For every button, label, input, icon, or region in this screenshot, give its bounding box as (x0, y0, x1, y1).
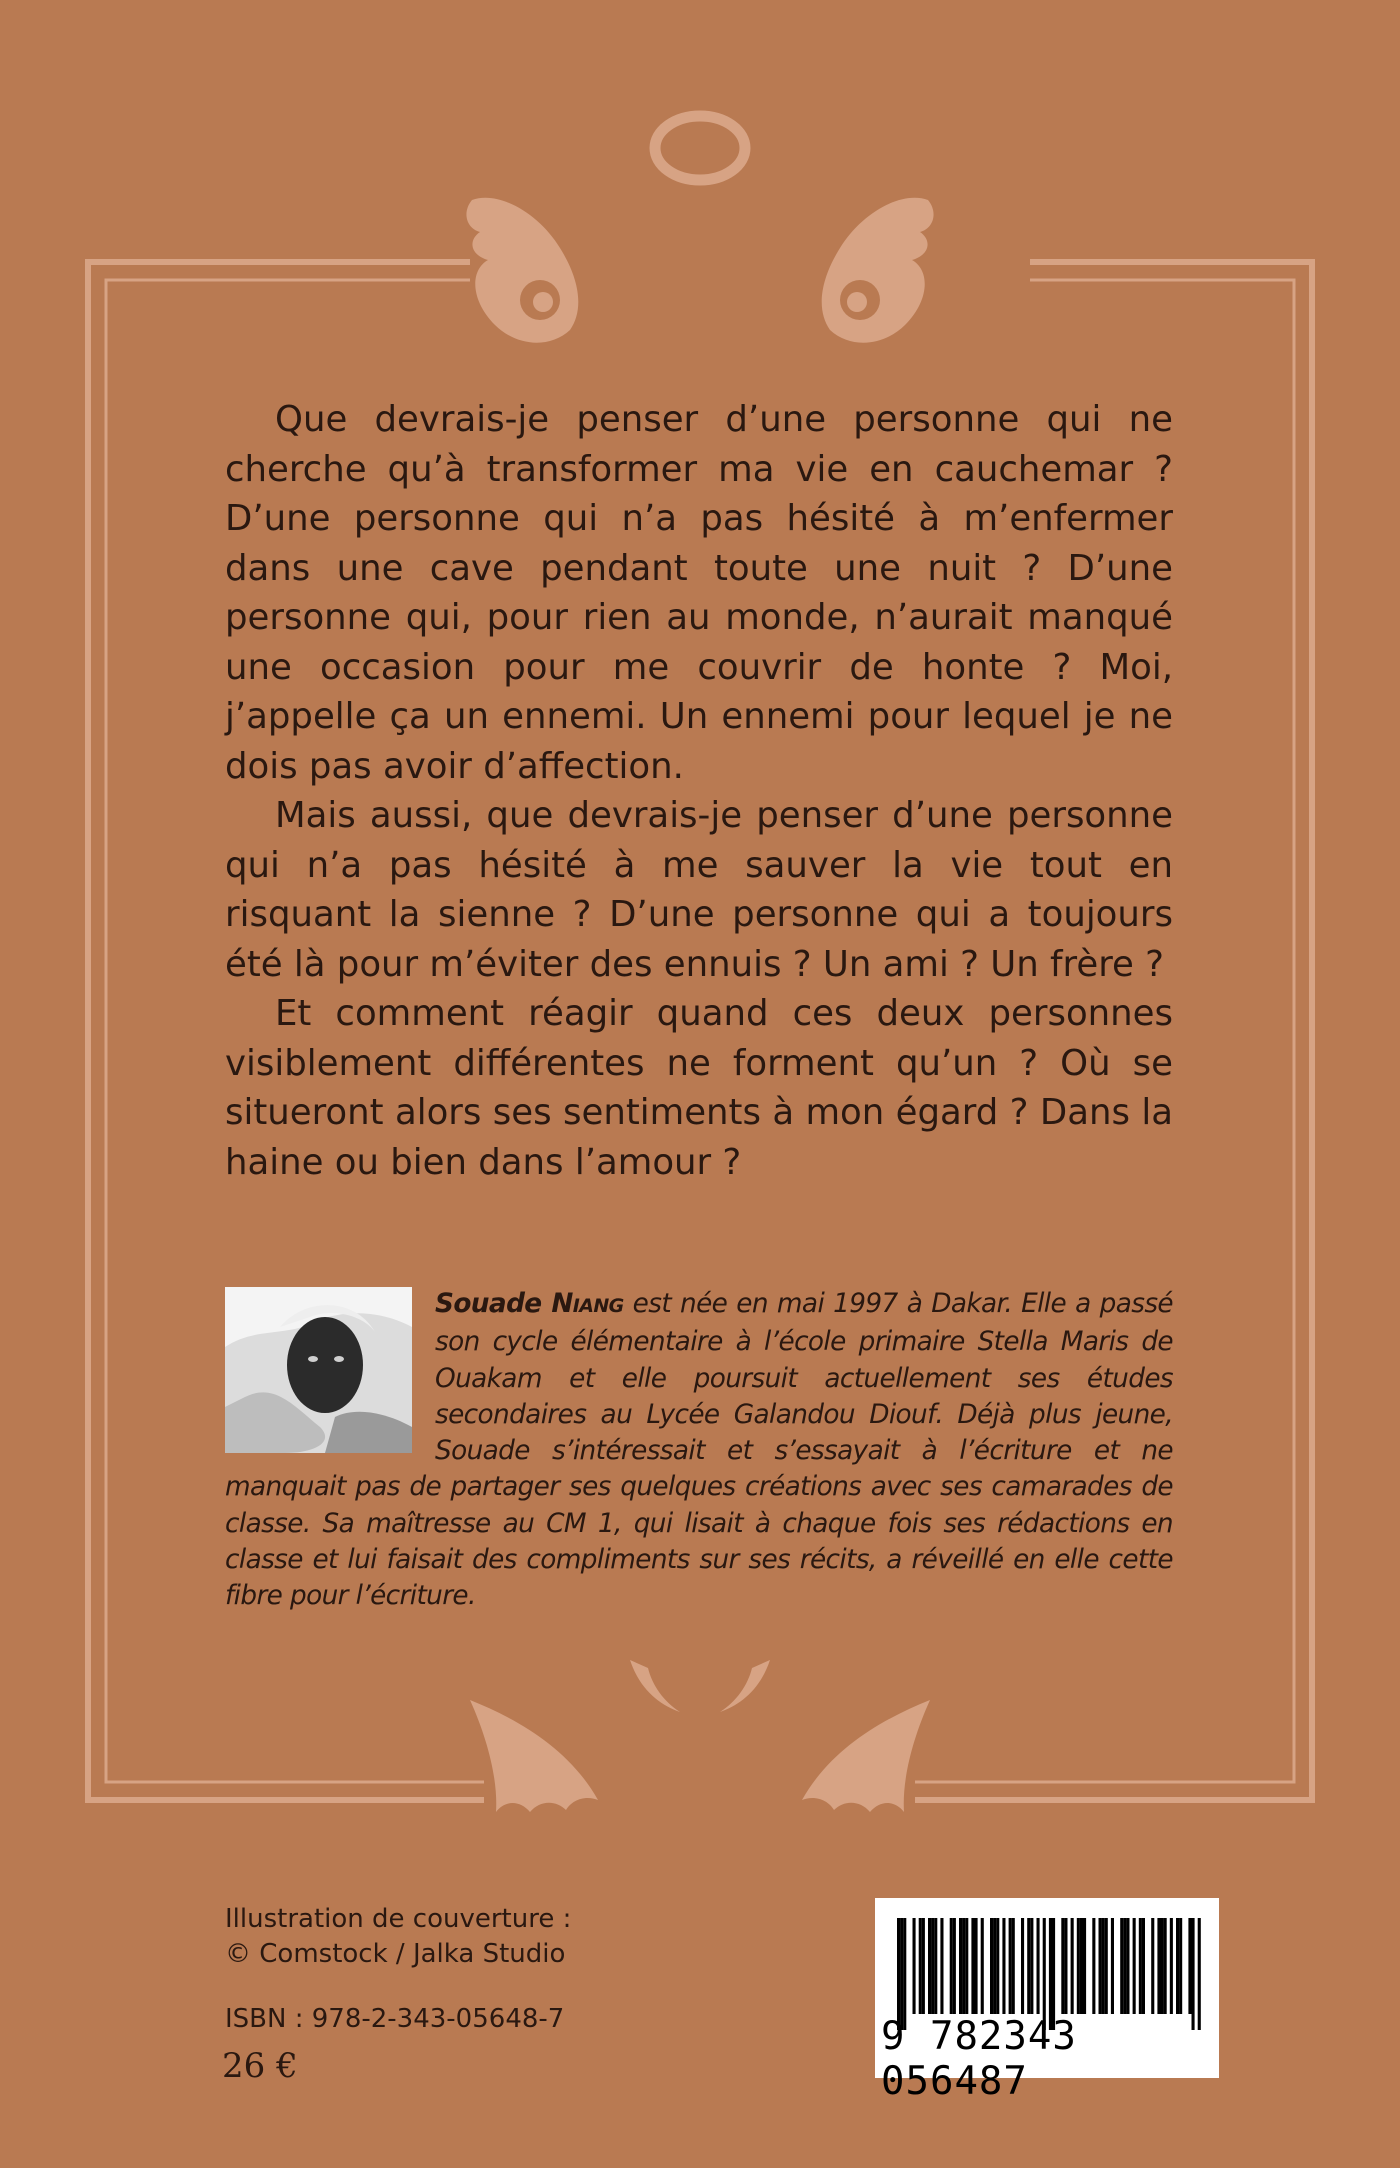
left-bat-wing-icon (470, 1700, 598, 1812)
barcode-bar (959, 1918, 962, 2014)
barcode-bar (1027, 1918, 1030, 2014)
barcode-bar (922, 1918, 925, 2014)
barcode-bar (1133, 1918, 1136, 2014)
barcode-bar (1126, 1918, 1129, 2014)
barcode-bar (1142, 1918, 1145, 2014)
barcode-bar (1012, 1918, 1015, 2014)
barcode-bar (1105, 1918, 1108, 2014)
barcode-bar (919, 1918, 922, 2014)
barcode-bar (990, 1918, 993, 2014)
barcode-bar (1151, 1918, 1154, 2014)
barcode-bar (940, 1918, 943, 2014)
barcode-bar (1111, 1918, 1114, 2014)
barcode-bar (993, 1918, 996, 2014)
cover-credits (225, 1902, 571, 1972)
author-bio-text: est née en mai 1997 à Dakar. Elle a passé son cycle élémentaire à l’école primaire Stella Maris de Ouakam et elle poursuit actuellement ses études secondaires au Lycée Galandou Diouf. Déjà plus jeune, Souade s’intéressait et s’essayait à l’écriture et ne manquait pas de partager ses quelques créations avec ses camarades de classe. Sa maîtresse au CM 1, qui lisait à chaque fois ses rédactions en classe et lui faisait des compliments sur ses récits, a réveillé en elle cette fibre pour l’écriture. (225, 1289, 1173, 1612)
blurb-paragraph: Mais aussi, que devrais-je penser d’une personne qui n’a pas hésité à me sauver la vie tout en risquant la sienne ? D’une personne qui a toujours été là pour m’éviter des ennuis ? Un ami ? Un frère ? (225, 795, 1173, 985)
blurb-paragraph: Que devrais-je penser d’une personne qui ne cherche qu’à transformer ma vie en cauchemar ? D’une personne qui n’a pas hésité à m’enfermer dans une cave pendant toute une nuit ? D’une personne qui, pour rien au monde, n’aurait manqué une occasion pour me couvrir de honte ? Moi, j’appelle ça un ennemi. Un ennemi pour lequel je ne dois pas avoir d’affection. (225, 399, 1173, 787)
barcode-bar (971, 1918, 974, 2014)
barcode-bar (1071, 1918, 1074, 2014)
barcode-bar (1176, 1918, 1179, 2014)
barcode-bar (934, 1918, 937, 2014)
devil-horn-right-icon (720, 1660, 770, 1712)
barcode-bar (975, 1918, 978, 2014)
credits-line: Illustration de couverture : (225, 1904, 572, 1934)
barcode-bar (1120, 1918, 1123, 2014)
barcode-bar (1099, 1918, 1102, 2014)
barcode-bar (1179, 1918, 1182, 2014)
barcode-bar (1021, 1918, 1024, 2014)
barcode-bar (1161, 1918, 1164, 2014)
blurb-paragraph: Et comment réagir quand ces deux personnes visiblement différentes ne forment qu’un ? Où se situeront alors ses sentiments à mon égard ? Dans la haine ou bien dans l’amour ? (225, 993, 1173, 1183)
barcode (875, 1898, 1219, 2104)
credits-line: © Comstock / Jalka Studio (225, 1939, 566, 1969)
barcode-bar (1002, 1918, 1005, 2014)
author-name: Souade NIANG (435, 1289, 624, 1319)
barcode-bar (981, 1918, 984, 2014)
barcode-bar (1170, 1918, 1173, 2014)
barcode-bar (1009, 1918, 1012, 2014)
barcode-bar (1188, 1918, 1191, 2014)
barcode-bar (1083, 1918, 1086, 2014)
price: 26 € (222, 2046, 298, 2086)
barcode-bar (996, 1918, 999, 2014)
barcode-bar (1139, 1918, 1142, 2014)
barcode-bar (1077, 1918, 1080, 2014)
barcode-digits: 9 782343 056487 (881, 2014, 1077, 2104)
left-angel-wing-icon (466, 198, 578, 343)
barcode-bar (965, 1918, 968, 2014)
barcode-bar (1030, 1918, 1033, 2014)
isbn: ISBN : 978-2-343-05648-7 (225, 2004, 565, 2034)
right-bat-wing-icon (802, 1700, 930, 1812)
barcode-bar (962, 1918, 965, 2014)
barcode-bar (1102, 1918, 1105, 2014)
barcode-bar (913, 1918, 916, 2014)
devil-horn-left-icon (630, 1660, 680, 1712)
halo-icon (655, 116, 745, 180)
right-angel-wing-icon (822, 198, 934, 343)
barcode-bar (1157, 1918, 1160, 2014)
barcode-bar (1092, 1918, 1095, 2014)
barcode-bar (1080, 1918, 1083, 2014)
barcode-bar (1164, 1918, 1167, 2014)
barcode-bar (1123, 1918, 1126, 2014)
barcode-bar (1037, 1918, 1040, 2014)
barcode-bar (953, 1918, 956, 2014)
barcode-bar (1064, 1918, 1067, 2014)
back-cover-blurb (225, 395, 1173, 1187)
barcode-bar (928, 1918, 931, 2014)
author-bio (225, 1286, 1173, 1615)
barcode-bar (931, 1918, 934, 2014)
barcode-bar (1061, 1918, 1064, 2014)
barcode-bar (950, 1918, 953, 2014)
